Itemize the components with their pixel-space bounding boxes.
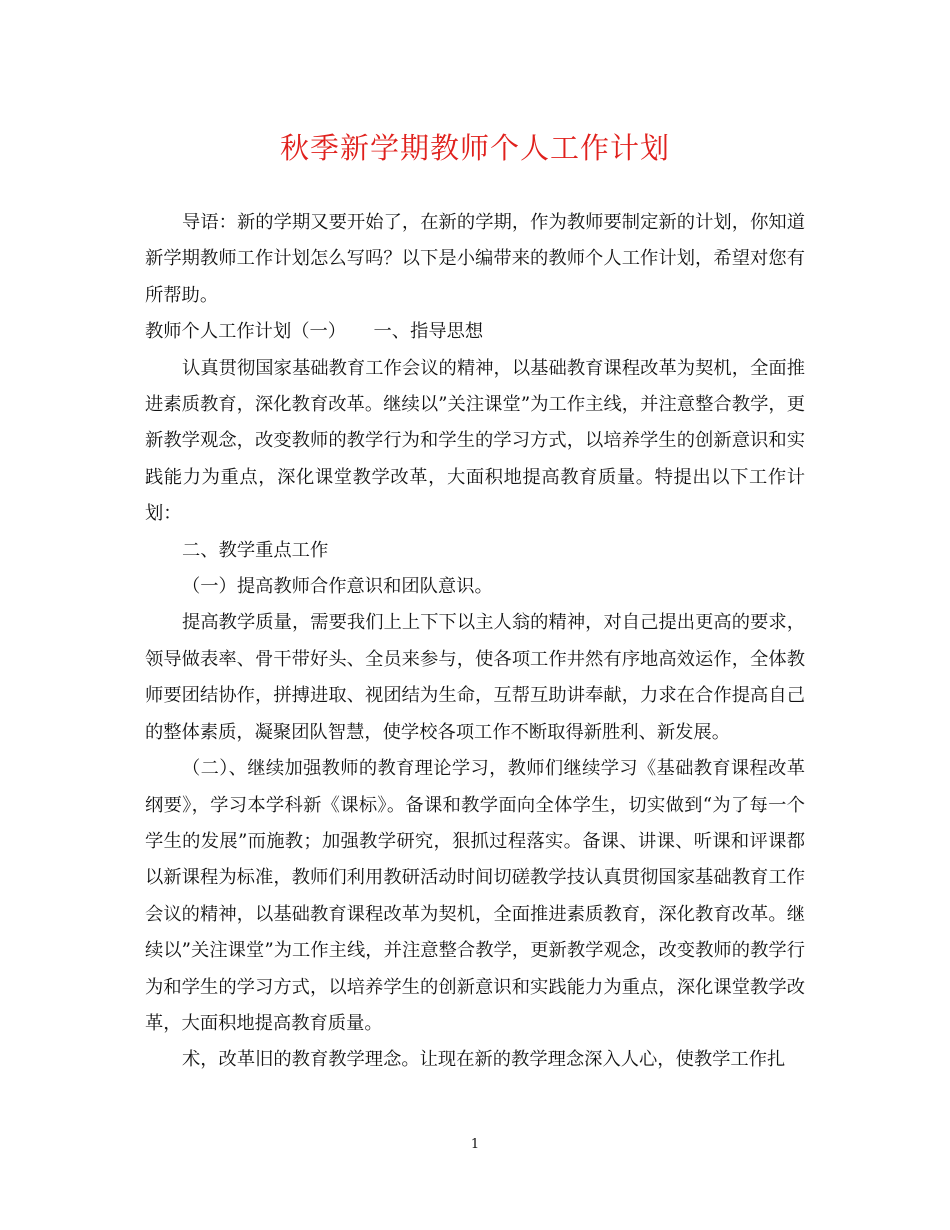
body-paragraph: 提高教学质量，需要我们上上下下以主人翁的精神，对自己提出更高的要求，领导做表率、骨干带好头、全员来参与，使各项工作井然有序地高效运作，全体教师要团结协作，拼搏进取、视团结为生命，互帮互助讲奉献，力求在合作提高自己的整体素质，凝聚团队智慧，使学校各项工作不断取得新胜利、新发展。 (145, 612, 805, 743)
section-heading: 教师个人工作计划（一） 一、指导思想 (145, 321, 484, 343)
page-number: 1 (470, 1137, 480, 1152)
body-paragraph: 认真贯彻国家基础教育工作会议的精神，以基础教育课程改革为契机，全面推进素质教育，深化教育改革。继续以”关注课堂”为工作主线，并注意整合教学，更新教学观念，改变教师的教学行为和学生的学习方式，以培养学生的创新意识和实践能力为重点，深化课堂教学改革，大面积地提高教育质量。特提出以下工作计划： (145, 357, 805, 525)
body-paragraph: 术，改革旧的教育教学理念。让现在新的教学理念深入人心，使教学工作扎 (182, 1049, 786, 1071)
body-paragraph: （二）、继续加强教师的教育理论学习，教师们继续学习《基础教育课程改革纲要》，学习本学科新《课标》。备课和教学面向全体学生，切实做到“为了每一个学生的发展”而施教；加强教学研究，狠抓过程落实。备课、讲课、听课和评课都以新课程为标准，教师们利用教研活动时间切磋教学技认真贯彻国家基础教育工作会议的精神，以基础教育课程改革为契机，全面推进素质教育，深化教育改革。继续以”关注课堂”为工作主线，并注意整合教学，更新教学观念，改变教师的教学行为和学生的学习方式，以培养学生的创新意识和实践能力为重点，深化课堂教学改革，大面积地提高教育质量。 (145, 758, 805, 1034)
subsection-heading: （一）提高教师合作意识和团队意识。 (182, 576, 493, 598)
document-body (145, 205, 805, 1079)
section-heading: 二、教学重点工作 (182, 539, 329, 561)
intro-paragraph: 导语：新的学期又要开始了，在新的学期，作为教师要制定新的计划，你知道新学期教师工作计划怎么写吗？以下是小编带来的教师个人工作计划，希望对您有所帮助。 (145, 212, 805, 306)
document-title: 秋季新学期教师个人工作计划 (279, 131, 670, 165)
